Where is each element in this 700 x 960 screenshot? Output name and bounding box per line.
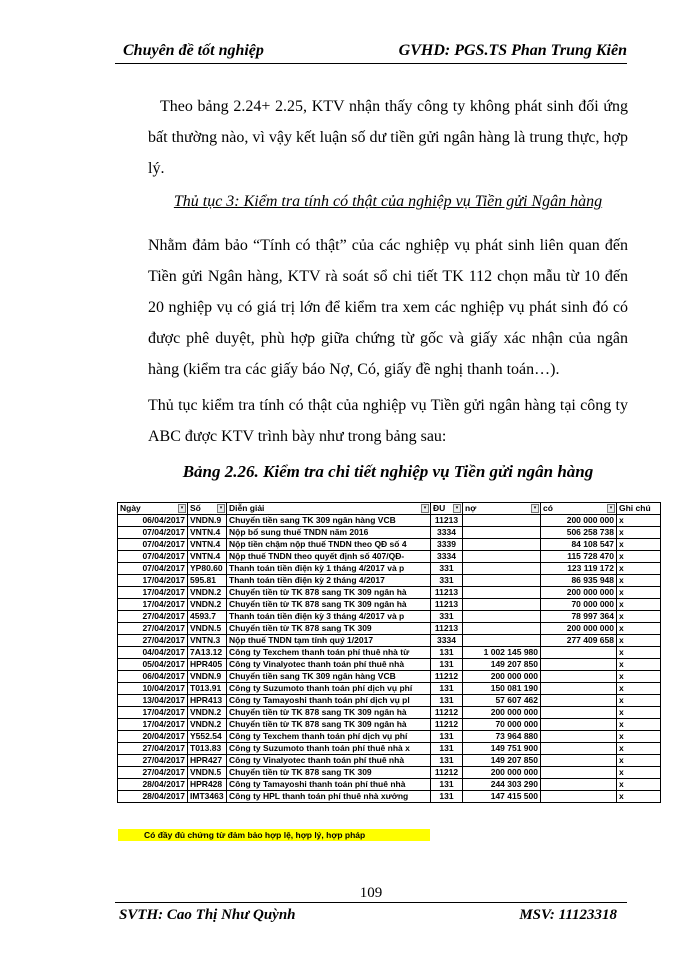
cell-date: 05/04/2017	[118, 659, 188, 671]
table-row	[118, 575, 661, 587]
cell-credit: 277 409 658	[541, 635, 617, 647]
cell-number: 595.81	[188, 575, 227, 587]
filter-dropdown-icon[interactable]: ▾	[178, 504, 186, 513]
cell-debit	[463, 587, 541, 599]
cell-date: 17/04/2017	[118, 587, 188, 599]
header-divider	[115, 63, 627, 64]
cell-debit	[463, 527, 541, 539]
cell-account: 11212	[431, 719, 463, 731]
cell-credit: 200 000 000	[541, 515, 617, 527]
cell-date: 20/04/2017	[118, 731, 188, 743]
cell-credit	[541, 719, 617, 731]
cell-note: x	[617, 767, 661, 779]
cell-number: VNTN.4	[188, 527, 227, 539]
cell-number: VNTN.3	[188, 635, 227, 647]
cell-description: Công ty HPL thanh toán phí thuê nhà xưởng	[227, 791, 431, 803]
cell-description: Nộp thuế TNDN tạm tính quý 1/2017	[227, 635, 431, 647]
cell-description: Chuyển tiền từ TK 878 sang TK 309	[227, 623, 431, 635]
cell-number: 4593.7	[188, 611, 227, 623]
cell-note: x	[617, 551, 661, 563]
table-row	[118, 635, 661, 647]
cell-credit: 506 258 738	[541, 527, 617, 539]
cell-debit: 149 751 900	[463, 743, 541, 755]
cell-debit	[463, 575, 541, 587]
cell-number: 7A13.12	[188, 647, 227, 659]
cell-note: x	[617, 611, 661, 623]
cell-account: 11213	[431, 599, 463, 611]
cell-account: 131	[431, 683, 463, 695]
cell-date: 17/04/2017	[118, 707, 188, 719]
cell-debit: 147 415 500	[463, 791, 541, 803]
cell-note: x	[617, 515, 661, 527]
table-row	[118, 743, 661, 755]
cell-credit	[541, 767, 617, 779]
cell-date: 27/04/2017	[118, 611, 188, 623]
table-row	[118, 767, 661, 779]
cell-description: Chuyển tiền sang TK 309 ngân hàng VCB	[227, 515, 431, 527]
cell-description: Công ty Suzumoto thanh toán phí dịch vụ phí	[227, 683, 431, 695]
cell-account: 11213	[431, 623, 463, 635]
cell-description: Công ty Tamayoshi thanh toán phí thuê nhà	[227, 779, 431, 791]
cell-note: x	[617, 695, 661, 707]
cell-note: x	[617, 563, 661, 575]
cell-debit	[463, 563, 541, 575]
cell-debit	[463, 539, 541, 551]
cell-number: VNDN.2	[188, 707, 227, 719]
cell-date: 13/04/2017	[118, 695, 188, 707]
cell-description: Công ty Vinalyotec thanh toán phí thuê nhà	[227, 659, 431, 671]
cell-debit	[463, 599, 541, 611]
cell-account: 3339	[431, 539, 463, 551]
cell-debit: 200 000 000	[463, 671, 541, 683]
table-row	[118, 587, 661, 599]
cell-credit	[541, 731, 617, 743]
table-row	[118, 695, 661, 707]
cell-note: x	[617, 527, 661, 539]
cell-number: T013.83	[188, 743, 227, 755]
cell-account: 11213	[431, 587, 463, 599]
cell-note: x	[617, 719, 661, 731]
column-header-date[interactable]: Ngày ▾	[118, 503, 188, 515]
cell-debit	[463, 515, 541, 527]
ledger-body	[118, 515, 661, 803]
cell-date: 07/04/2017	[118, 563, 188, 575]
cell-debit: 200 000 000	[463, 767, 541, 779]
table-row	[118, 623, 661, 635]
cell-note: x	[617, 539, 661, 551]
cell-description: Công ty Texchem thanh toán phí thuê nhà từ	[227, 647, 431, 659]
filter-dropdown-icon[interactable]: ▾	[421, 504, 429, 513]
cell-debit: 149 207 850	[463, 755, 541, 767]
cell-debit	[463, 551, 541, 563]
cell-description: Chuyển tiền từ TK 878 sang TK 309	[227, 767, 431, 779]
cell-number: YP80.60	[188, 563, 227, 575]
cell-credit	[541, 707, 617, 719]
cell-account: 331	[431, 575, 463, 587]
table-row	[118, 671, 661, 683]
cell-credit	[541, 743, 617, 755]
cell-credit: 70 000 000	[541, 599, 617, 611]
table-caption: Bảng 2.26. Kiểm tra chi tiết nghiệp vụ Tiền gửi ngân hàng	[182, 462, 594, 481]
cell-account: 131	[431, 695, 463, 707]
cell-date: 27/04/2017	[118, 743, 188, 755]
cell-credit: 84 108 547	[541, 539, 617, 551]
table-row	[118, 551, 661, 563]
cell-date: 07/04/2017	[118, 527, 188, 539]
cell-number: VNDN.9	[188, 515, 227, 527]
cell-date: 17/04/2017	[118, 575, 188, 587]
cell-account: 131	[431, 743, 463, 755]
cell-date: 27/04/2017	[118, 767, 188, 779]
cell-credit	[541, 791, 617, 803]
table-row	[118, 563, 661, 575]
cell-note: x	[617, 659, 661, 671]
cell-note: x	[617, 647, 661, 659]
header-course-title: Chuyên đề tốt nghiệp	[123, 42, 264, 59]
cell-note: x	[617, 743, 661, 755]
cell-description: Nộp thuế TNDN theo quyết định số 407/QĐ-	[227, 551, 431, 563]
section-heading: Thủ tục 3: Kiểm tra tính có thật của nghiệp vụ Tiền gửi Ngân hàng	[173, 193, 603, 210]
cell-date: 10/04/2017	[118, 683, 188, 695]
cell-credit	[541, 683, 617, 695]
cell-date: 06/04/2017	[118, 515, 188, 527]
cell-description: Nộp tiền chậm nộp thuế TNDN theo QĐ số 4	[227, 539, 431, 551]
column-header-debit[interactable]: nợ ▾	[463, 503, 541, 515]
cell-credit: 200 000 000	[541, 623, 617, 635]
cell-number: T013.91	[188, 683, 227, 695]
cell-number: HPR427	[188, 755, 227, 767]
cell-debit: 244 303 290	[463, 779, 541, 791]
cell-note: x	[617, 635, 661, 647]
cell-debit: 70 000 000	[463, 719, 541, 731]
cell-note: x	[617, 623, 661, 635]
paragraph-procedure: Nhằm đảm bảo “Tính có thật” của các nghiệp vụ phát sinh liên quan đến Tiền gửi Ngân hàng, KTV rà soát sổ chi tiết TK 112 chọn mẫu từ 10 đến 20 nghiệp vụ có giá trị lớn để kiểm tra xem các nghiệp vụ phát sinh đó có được phê duyệt, phù hợp giữa chứng từ gốc và giấy xác nhận của ngân hàng (kiểm tra các giấy báo Nợ, Có, giấy đề nghị thanh toán…).	[148, 237, 628, 378]
cell-account: 11212	[431, 767, 463, 779]
cell-number: IMT3463	[188, 791, 227, 803]
page-header	[115, 36, 627, 66]
cell-debit	[463, 635, 541, 647]
footer-student-id: MSV: 11123318	[519, 907, 617, 923]
cell-note: x	[617, 599, 661, 611]
table-note: Có đầy đủ chứng từ đảm bảo hợp lệ, hợp lý, hợp pháp	[118, 829, 430, 841]
page-footer	[115, 904, 627, 928]
cell-note: x	[617, 707, 661, 719]
cell-account: 11212	[431, 671, 463, 683]
column-header-credit[interactable]: có ▾	[541, 503, 617, 515]
table-header-row	[118, 503, 661, 515]
cell-number: HPR405	[188, 659, 227, 671]
cell-debit: 150 081 190	[463, 683, 541, 695]
cell-number: VNDN.9	[188, 671, 227, 683]
table-row	[118, 539, 661, 551]
cell-note: x	[617, 791, 661, 803]
cell-credit	[541, 779, 617, 791]
cell-number: VNTN.4	[188, 539, 227, 551]
cell-number: Y552.54	[188, 731, 227, 743]
filter-dropdown-icon[interactable]: ▾	[453, 504, 461, 513]
column-header-description[interactable]: Diễn giải ▾	[227, 503, 431, 515]
cell-description: Chuyển tiền sang TK 309 ngân hàng VCB	[227, 671, 431, 683]
cell-debit: 200 000 000	[463, 707, 541, 719]
cell-date: 17/04/2017	[118, 599, 188, 611]
cell-number: VNDN.5	[188, 623, 227, 635]
paragraph-conclusion: Theo bảng 2.24+ 2.25, KTV nhận thấy công ty không phát sinh đối ứng bất thường nào, vì vậy kết luận số dư tiền gửi ngân hàng là trung thực, hợp lý.	[148, 98, 628, 177]
ledger-table	[117, 502, 661, 803]
cell-note: x	[617, 755, 661, 767]
cell-description: Công ty Tamayoshi thanh toán phí dịch vụ pl	[227, 695, 431, 707]
cell-note: x	[617, 587, 661, 599]
cell-date: 17/04/2017	[118, 719, 188, 731]
cell-account: 3334	[431, 551, 463, 563]
table-row	[118, 599, 661, 611]
cell-note: x	[617, 683, 661, 695]
cell-account: 131	[431, 755, 463, 767]
cell-account: 331	[431, 611, 463, 623]
cell-account: 11212	[431, 707, 463, 719]
cell-account: 131	[431, 659, 463, 671]
cell-note: x	[617, 671, 661, 683]
cell-note: x	[617, 731, 661, 743]
paragraph-table-intro: Thủ tục kiểm tra tính có thật của nghiệp vụ Tiền gửi ngân hàng tại công ty ABC được KTV trình bày như trong bảng sau:	[148, 397, 628, 445]
table-row	[118, 755, 661, 767]
cell-credit	[541, 647, 617, 659]
cell-debit: 57 607 462	[463, 695, 541, 707]
table-row	[118, 659, 661, 671]
footer-divider	[115, 902, 627, 903]
column-header-number[interactable]: Số ▾	[188, 503, 227, 515]
cell-number: HPR413	[188, 695, 227, 707]
cell-description: Chuyển tiền từ TK 878 sang TK 309 ngân hà	[227, 707, 431, 719]
filter-dropdown-icon[interactable]: ▾	[531, 504, 539, 513]
cell-date: 04/04/2017	[118, 647, 188, 659]
cell-number: VNDN.5	[188, 767, 227, 779]
cell-credit: 200 000 000	[541, 587, 617, 599]
cell-account: 3334	[431, 527, 463, 539]
cell-description: Công ty Texchem thanh toán phí dịch vụ phí	[227, 731, 431, 743]
ledger-table-wrapper	[117, 502, 661, 803]
cell-date: 28/04/2017	[118, 779, 188, 791]
cell-number: VNTN.4	[188, 551, 227, 563]
cell-date: 27/04/2017	[118, 755, 188, 767]
cell-account: 131	[431, 731, 463, 743]
cell-debit: 149 207 850	[463, 659, 541, 671]
cell-account: 131	[431, 779, 463, 791]
table-row	[118, 647, 661, 659]
cell-credit	[541, 695, 617, 707]
table-row	[118, 515, 661, 527]
cell-description: Nộp bổ sung thuế TNDN năm 2016	[227, 527, 431, 539]
cell-number: VNDN.2	[188, 587, 227, 599]
cell-description: Thanh toán tiền điện kỳ 3 tháng 4/2017 và p	[227, 611, 431, 623]
cell-description: Thanh toán tiền điện kỳ 2 tháng 4/2017	[227, 575, 431, 587]
cell-credit	[541, 755, 617, 767]
column-header-account[interactable]: ĐU ▾	[431, 503, 463, 515]
page-number: 109	[359, 885, 383, 901]
cell-description: Công ty Vinalyotec thanh toán phí thuê nhà	[227, 755, 431, 767]
cell-number: VNDN.2	[188, 719, 227, 731]
cell-description: Chuyển tiền từ TK 878 sang TK 309 ngân hà	[227, 599, 431, 611]
cell-credit	[541, 659, 617, 671]
cell-credit: 115 728 470	[541, 551, 617, 563]
cell-credit: 78 997 364	[541, 611, 617, 623]
cell-account: 3334	[431, 635, 463, 647]
table-row	[118, 779, 661, 791]
cell-date: 27/04/2017	[118, 635, 188, 647]
cell-date: 28/04/2017	[118, 791, 188, 803]
cell-description: Chuyển tiền từ TK 878 sang TK 309 ngân hà	[227, 587, 431, 599]
cell-debit	[463, 623, 541, 635]
column-header-note[interactable]: Ghi chú	[617, 503, 661, 515]
filter-dropdown-icon[interactable]: ▾	[217, 504, 225, 513]
cell-date: 07/04/2017	[118, 551, 188, 563]
table-row	[118, 707, 661, 719]
cell-account: 131	[431, 647, 463, 659]
table-row	[118, 611, 661, 623]
cell-debit: 1 002 145 980	[463, 647, 541, 659]
cell-description: Công ty Suzumoto thanh toán phí thuê nhà x	[227, 743, 431, 755]
footer-student: SVTH: Cao Thị Như Quỳnh	[119, 907, 296, 923]
cell-note: x	[617, 575, 661, 587]
cell-account: 11213	[431, 515, 463, 527]
cell-date: 27/04/2017	[118, 623, 188, 635]
table-row	[118, 527, 661, 539]
table-row	[118, 719, 661, 731]
table-row	[118, 683, 661, 695]
cell-number: HPR428	[188, 779, 227, 791]
header-advisor: GVHD: PGS.TS Phan Trung Kiên	[398, 42, 627, 59]
cell-account: 131	[431, 791, 463, 803]
cell-description: Thanh toán tiền điện kỳ 1 tháng 4/2017 và p	[227, 563, 431, 575]
cell-debit	[463, 611, 541, 623]
cell-debit: 73 964 880	[463, 731, 541, 743]
cell-description: Chuyển tiền từ TK 878 sang TK 309 ngân hà	[227, 719, 431, 731]
cell-date: 07/04/2017	[118, 539, 188, 551]
cell-credit	[541, 671, 617, 683]
filter-dropdown-icon[interactable]: ▾	[607, 504, 615, 513]
cell-number: VNDN.2	[188, 599, 227, 611]
cell-account: 331	[431, 563, 463, 575]
cell-credit: 123 119 172	[541, 563, 617, 575]
table-row	[118, 791, 661, 803]
cell-note: x	[617, 779, 661, 791]
cell-date: 06/04/2017	[118, 671, 188, 683]
cell-credit: 86 935 948	[541, 575, 617, 587]
table-row	[118, 731, 661, 743]
